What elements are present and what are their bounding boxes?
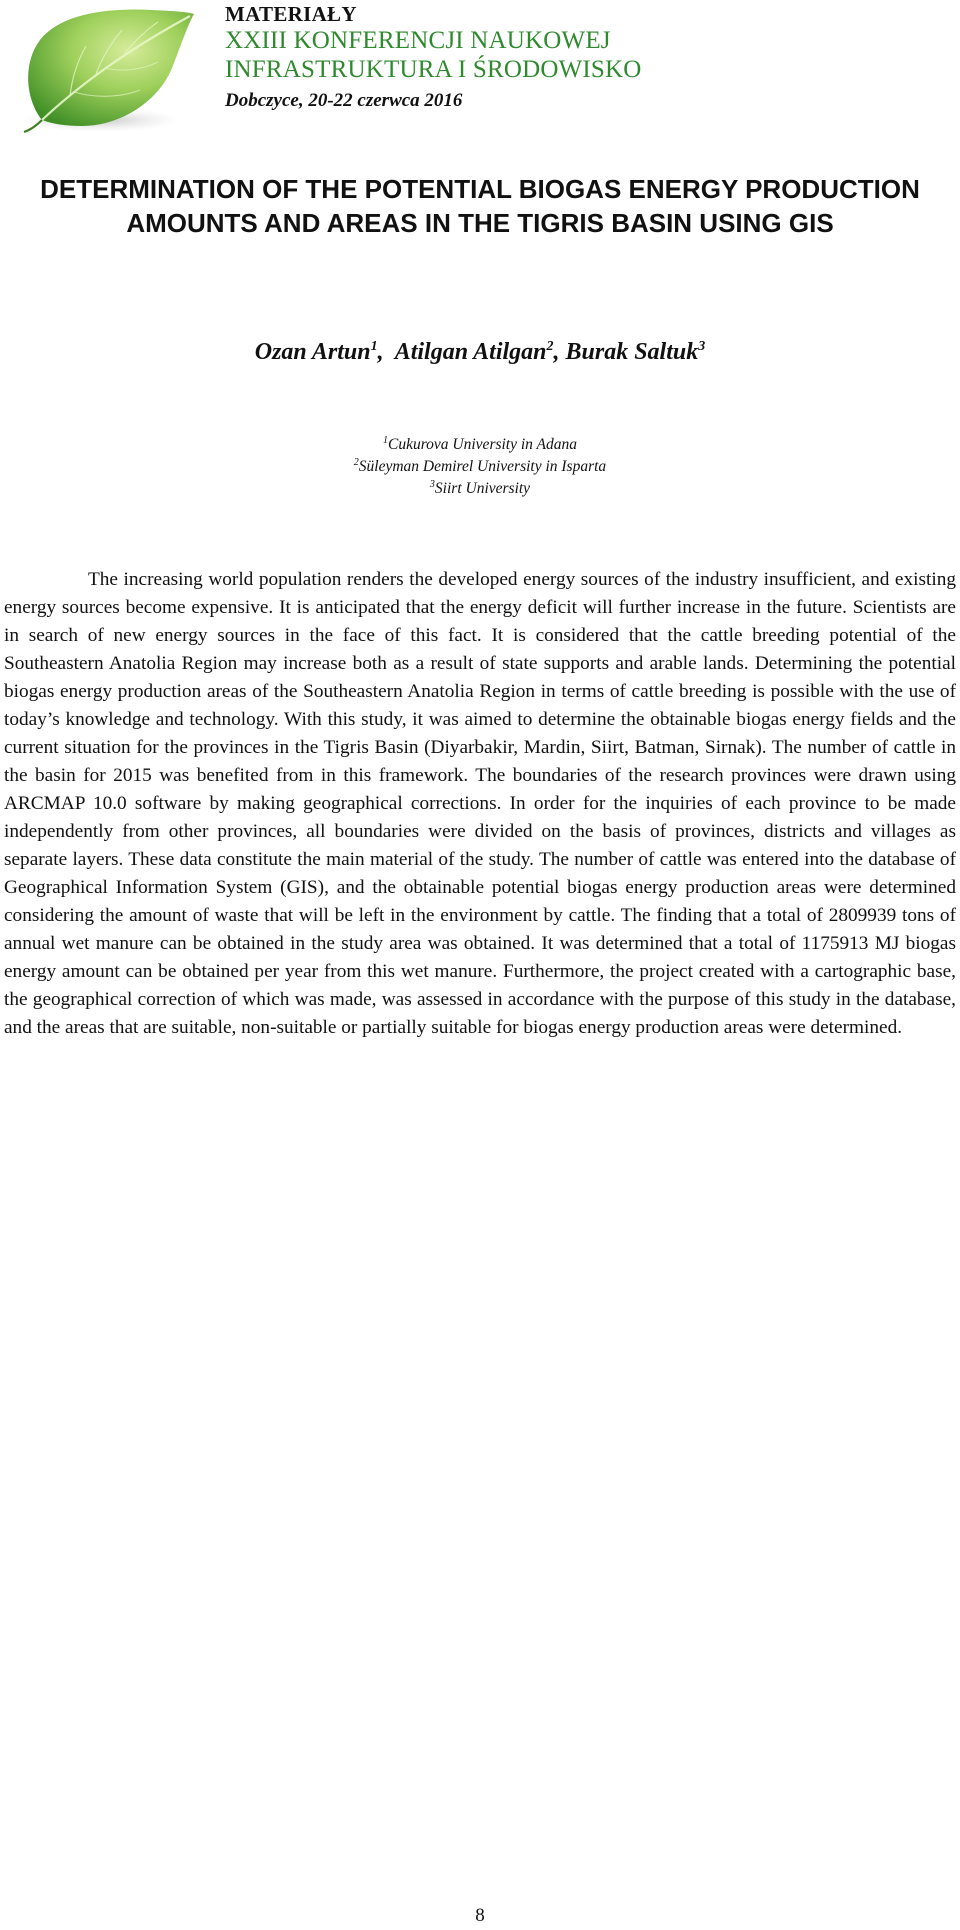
affiliation-mark: 1 — [383, 434, 388, 446]
affiliation-item — [0, 434, 960, 456]
affiliation-mark: 3 — [429, 478, 435, 490]
conference-title-line1: XXIII KONFERENCJI NAUKOWEJ — [225, 27, 611, 54]
author-name: Ozan Artun — [254, 339, 371, 365]
author-affiliation-mark: 3 — [698, 339, 706, 354]
affiliation-list — [0, 434, 960, 500]
page-number: 8 — [475, 1905, 485, 1926]
conference-header — [225, 4, 642, 110]
abstract-paragraph: The increasing world population renders the developed energy sources of the industry insufficient, and existing energy sources become expensive. It is anticipated that the energy deficit will further increase in the future. Scientists are in search of new energy sources in the face of this fact. It is considered that the cattle breeding potential of the Southeastern Anatolia Region may increase both as a result of state supports and arable lands. Determining the potential biogas energy production areas of the Southeastern Anatolia Region in terms of cattle breeding is possible with the use of today’s knowledge and technology. With this study, it was aimed to determine the obtainable biogas energy fields and the current situation for the provinces in the Tigris Basin (Diyarbakir, Mardin, Siirt, Batman, Sirnak). The number of cattle in the basin for 2015 was benefited from in this framework. The boundaries of the research provinces were drawn using ARCMAP 10.0 software by making geographical corrections. In order for the inquiries of each province to be made independently from other provinces, all boundaries were divided on the basis of provinces, districts and villages as separate layers. These data constitute the main material of the study. The number of cattle was entered into the database of Geographical Information System (GIS), and the obtainable potential biogas energy production areas were determined considering the amount of waste that will be left in the environment by cattle. The finding that a total of 2809939 tons of annual wet manure can be obtained in the study area was obtained. It was determined that a total of 1175913 MJ biogas energy amount can be obtained per year from this wet manure. Furthermore, the project created with a cartographic base, the geographical correction of which was made, was assessed in accordance with the purpose of this study in the database, and the areas that are suitable, non-suitable or partially suitable for biogas energy production areas were determined. — [4, 569, 956, 1038]
affiliation-text: Cukurova University in Adana — [388, 436, 577, 453]
author-name: Burak Saltuk — [565, 339, 699, 365]
affiliation-item — [0, 478, 960, 500]
series-title: MATERIAŁY — [225, 2, 357, 26]
page-header — [0, 0, 960, 140]
paper-title: DETERMINATION OF THE POTENTIAL BIOGAS ENERGY PRODUCTION AMOUNTS AND AREAS IN THE TIGRIS BASIN USING GIS — [40, 174, 920, 238]
author-list — [0, 337, 960, 367]
author-separator: , — [553, 339, 566, 365]
conference-place-date: Dobczyce, 20-22 czerwca 2016 — [225, 90, 463, 111]
author-separator: , — [377, 339, 395, 365]
conference-title-line2: INFRASTRUKTURA I ŚRODOWISKO — [225, 56, 642, 83]
author-name: Atilgan Atilgan — [394, 339, 547, 365]
affiliation-text: Süleyman Demirel University in Isparta — [358, 458, 607, 475]
green-leaf-icon — [12, 2, 197, 137]
affiliation-item — [0, 456, 960, 478]
affiliation-text: Siirt University — [434, 480, 531, 497]
author-affiliation-mark: 1 — [370, 339, 378, 354]
author-affiliation-mark: 2 — [546, 339, 554, 354]
affiliation-mark: 2 — [353, 456, 359, 468]
